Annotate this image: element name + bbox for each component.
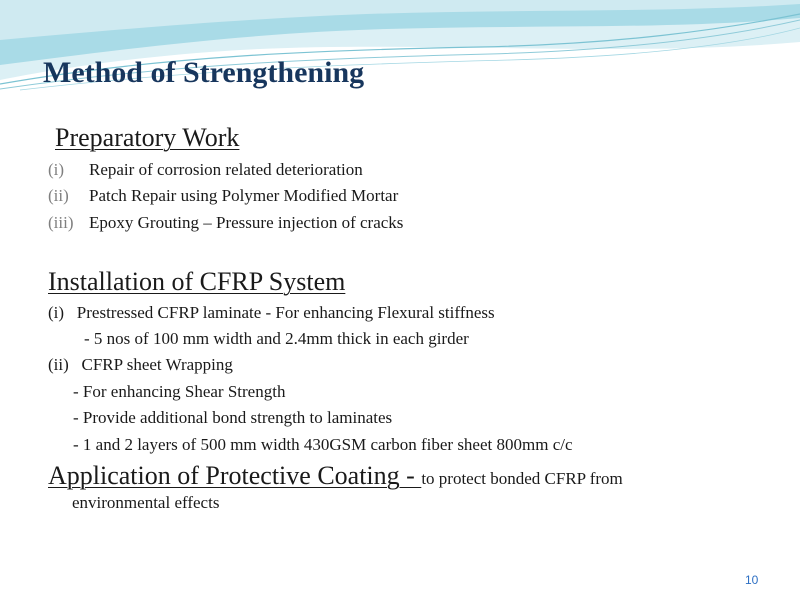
application-line [48, 461, 623, 491]
item-number: (iii) [48, 213, 74, 232]
item-text: Repair of corrosion related deterioration [89, 160, 363, 179]
installation-line-3: (ii) CFRP sheet Wrapping [48, 355, 233, 374]
item-text: Patch Repair using Polymer Modified Mortar [89, 186, 399, 205]
page-title: Method of Strengthening [43, 56, 365, 89]
application-continuation: environmental effects [72, 493, 220, 512]
installation-line-1: (i) Prestressed CFRP laminate - For enhancing Flexural stiffness [48, 303, 495, 322]
page-number: 10 [745, 573, 759, 587]
installation-line-6: - 1 and 2 layers of 500 mm width 430GSM carbon fiber sheet 800mm c/c [73, 435, 573, 454]
preparatory-item-3 [48, 213, 404, 233]
installation-line-5: - Provide additional bond strength to laminates [73, 408, 393, 427]
application-tail: to protect bonded CFRP from [421, 469, 623, 488]
item-text: Epoxy Grouting – Pressure injection of cracks [89, 213, 404, 232]
installation-line-4: - For enhancing Shear Strength [73, 382, 286, 401]
preparatory-item-2 [48, 186, 399, 206]
preparatory-item-1 [48, 160, 363, 180]
installation-line-2: - 5 nos of 100 mm width and 2.4mm thick in each girder [84, 329, 469, 348]
item-number: (i) [48, 160, 65, 179]
item-number: (ii) [48, 186, 69, 205]
installation-heading: Installation of CFRP System [48, 267, 346, 296]
preparatory-work-heading: Preparatory Work [55, 123, 240, 152]
application-heading: Application of Protective Coating - [48, 461, 422, 490]
